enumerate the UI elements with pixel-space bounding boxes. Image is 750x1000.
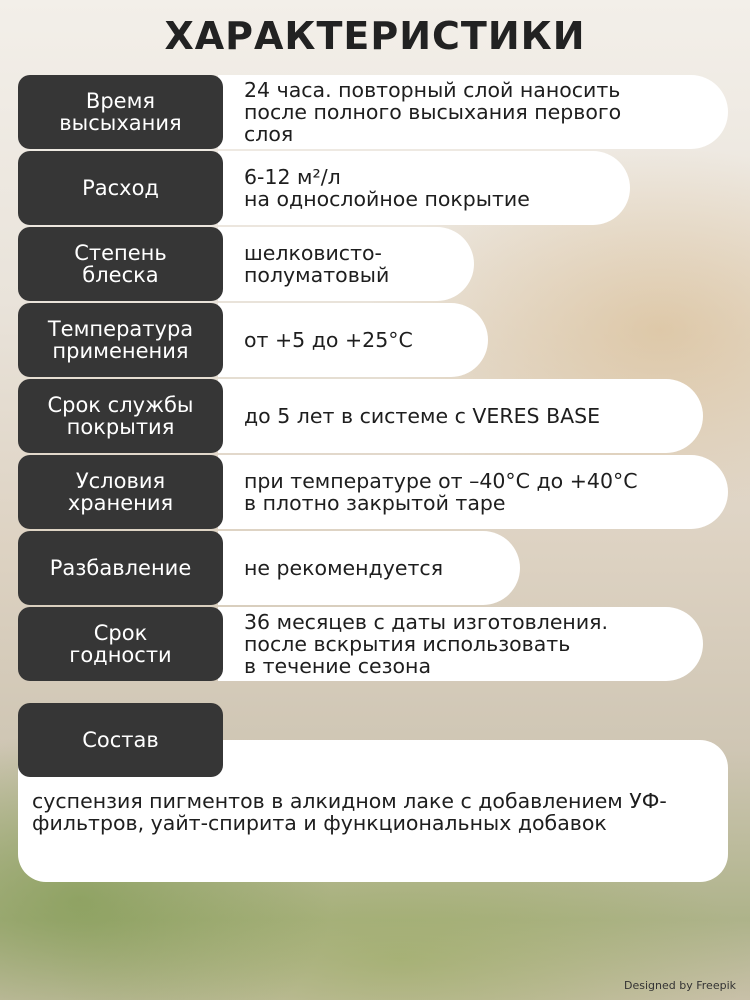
spec-label: Разбавление xyxy=(18,531,223,605)
spec-value: шелковисто- полуматовый xyxy=(218,227,474,301)
spec-value: от +5 до +25°С xyxy=(218,303,488,377)
spec-value: не рекомендуется xyxy=(218,531,520,605)
spec-value: 6-12 м²/л на однослойное покрытие xyxy=(218,151,630,225)
spec-label: Срок годности xyxy=(18,607,223,681)
spec-label: Условия хранения xyxy=(18,455,223,529)
composition-label: Состав xyxy=(18,703,223,777)
credit-text: Designed by Freepik xyxy=(624,979,736,992)
spec-label: Степень блеска xyxy=(18,227,223,301)
spec-label: Расход xyxy=(18,151,223,225)
spec-value: до 5 лет в системе с VERES BASE xyxy=(218,379,703,453)
spec-value: при температуре от –40°С до +40°С в плотно закрытой таре xyxy=(218,455,728,529)
spec-label: Температура применения xyxy=(18,303,223,377)
page-title: ХАРАКТЕРИСТИКИ xyxy=(164,14,586,58)
spec-label: Срок службы покрытия xyxy=(18,379,223,453)
composition-value: суспензия пигментов в алкидном лаке с добавлением УФ-фильтров, уайт-спирита и функциональных добавок xyxy=(18,740,728,882)
spec-label: Время высыхания xyxy=(18,75,223,149)
spec-value: 36 месяцев с даты изготовления. после вскрытия использовать в течение сезона xyxy=(218,607,703,681)
spec-value: 24 часа. повторный слой наносить после полного высыхания первого слоя xyxy=(218,75,728,149)
